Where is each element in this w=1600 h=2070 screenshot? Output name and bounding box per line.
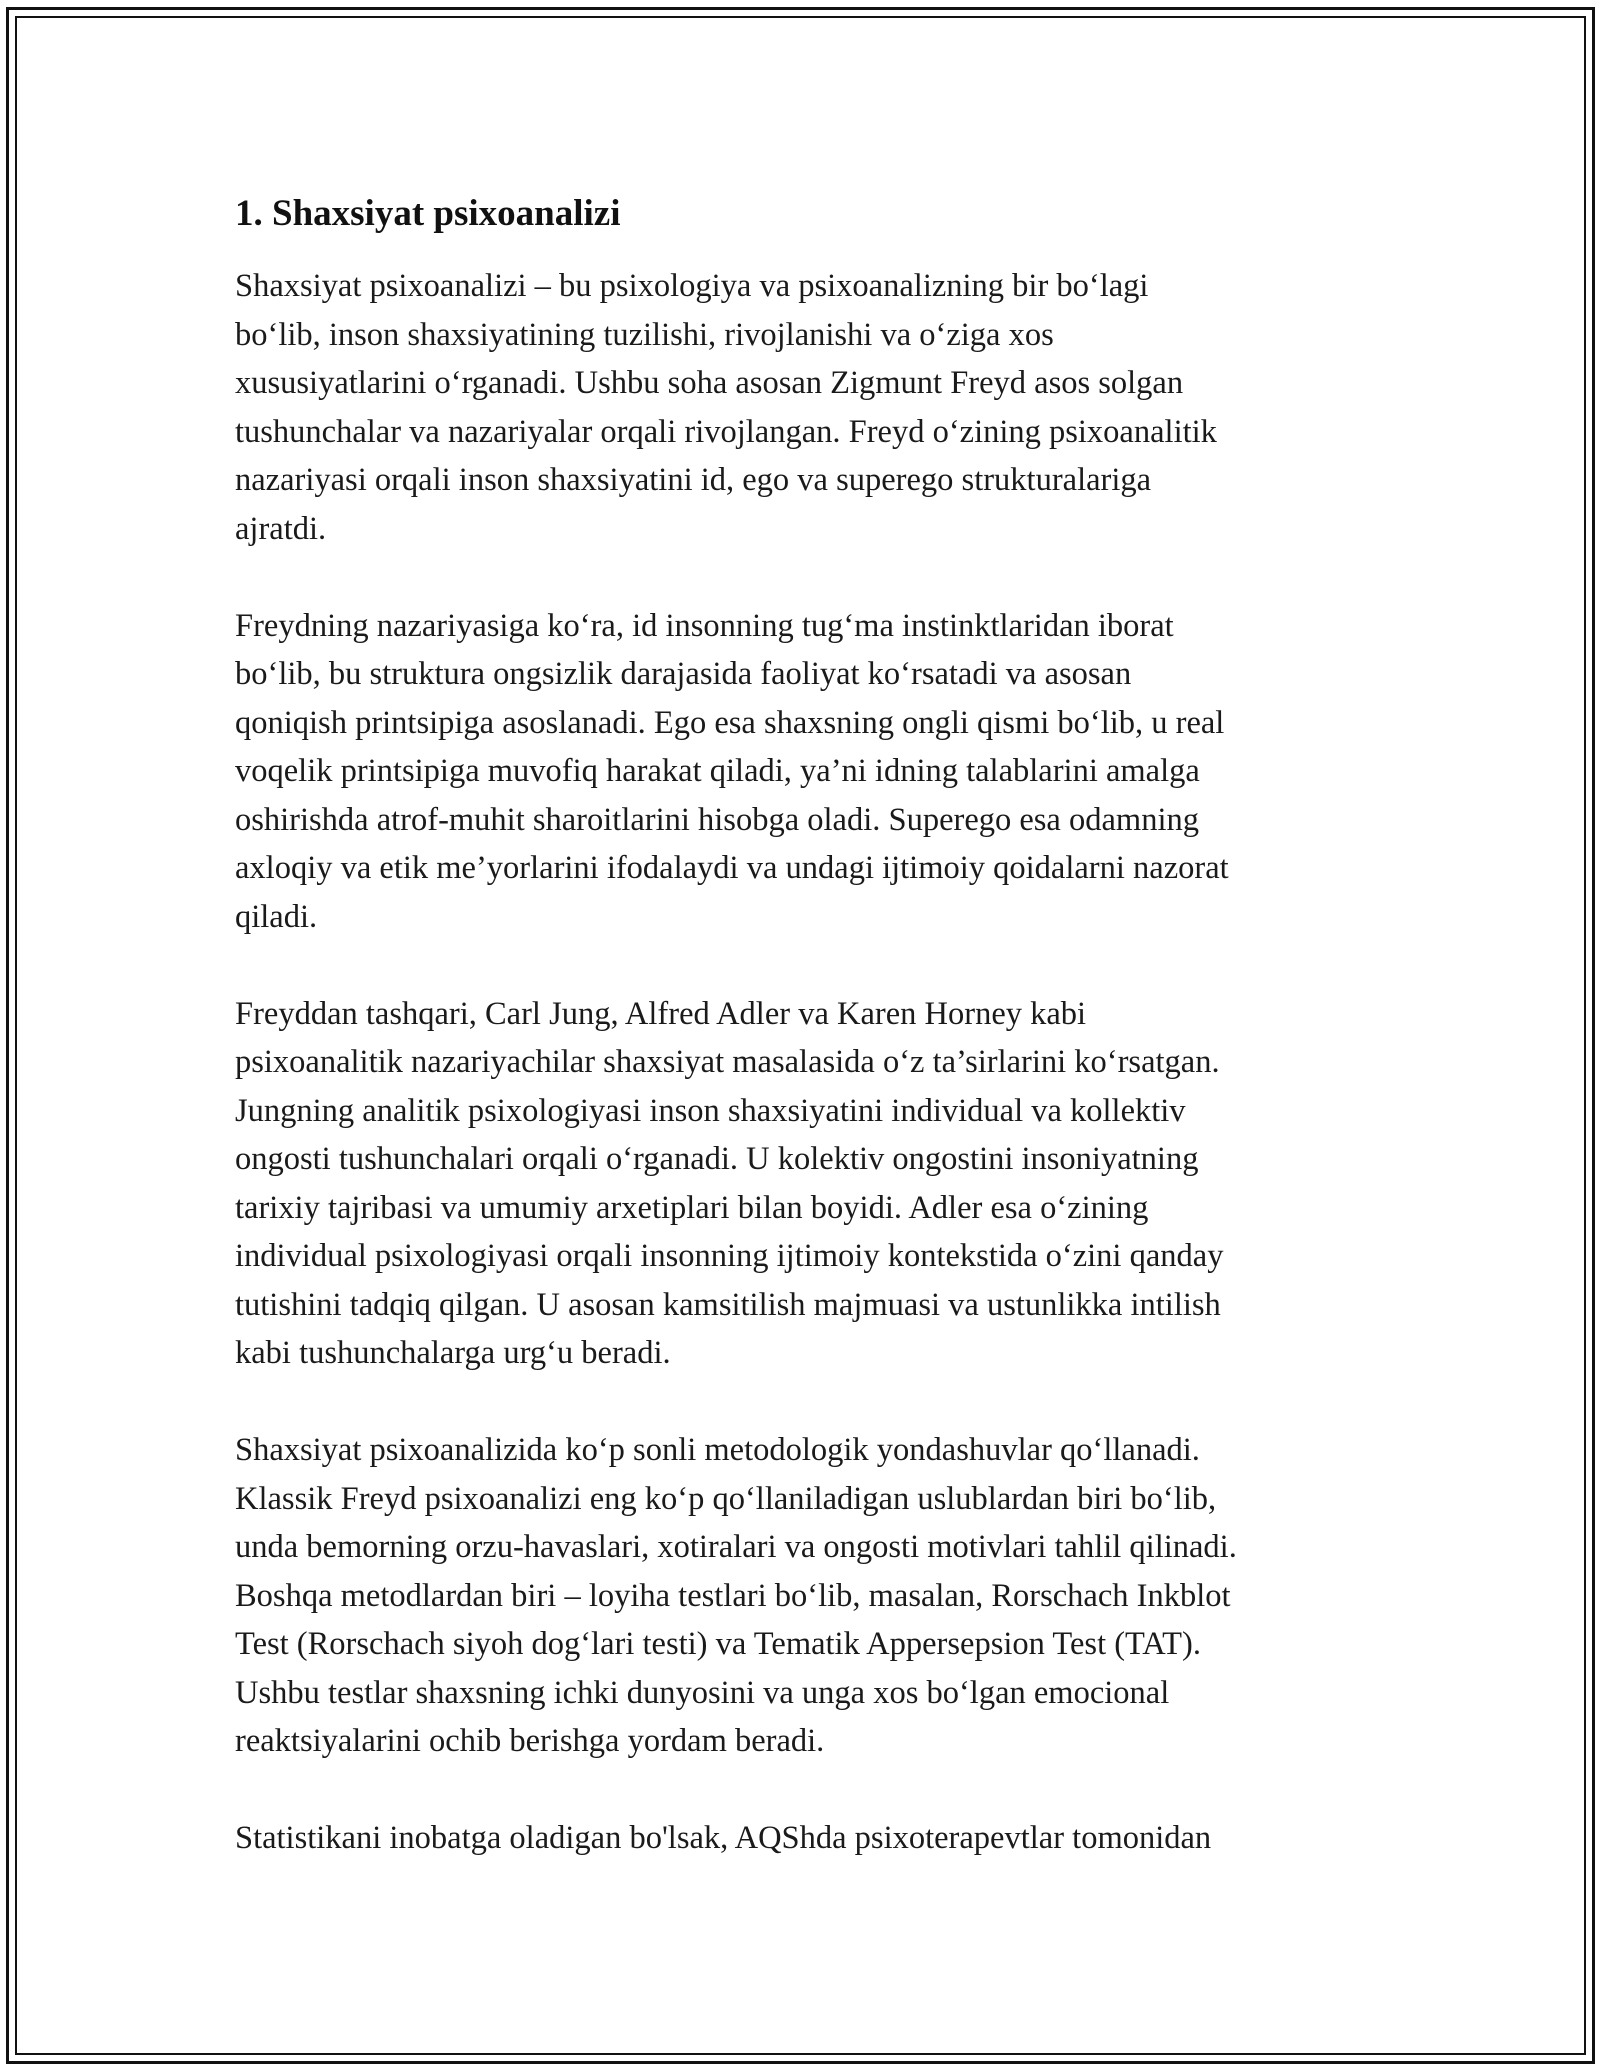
section-heading: 1. Shaxsiyat psixoanalizi — [235, 193, 621, 234]
text-line: tarixiy tajribasi va umumiy arxetiplari bilan boyidi. Adler esa o‘zining — [235, 1189, 1149, 1226]
text-line: Test (Rorschach siyoh dog‘lari testi) va Tematik Appersepsion Test (TAT). — [235, 1626, 1201, 1662]
text-line: xususiyatlarini o‘rganadi. Ushbu soha asosan Zigmunt Freyd asos solgan — [235, 365, 1184, 401]
paragraph-methods — [235, 1426, 1385, 1766]
text-line: Freydning nazariyasiga ko‘ra, id insonning tug‘ma instinktlaridan iborat — [235, 607, 1174, 644]
text-line: tutishini tadqiq qilgan. U asosan kamsitilish majmuasi va ustunlikka intilish — [235, 1286, 1221, 1323]
document-body — [235, 190, 1385, 1911]
text-line: nazariyasi orqali inson shaxsiyatini id, ego va superego strukturalariga — [235, 462, 1152, 498]
text-line: ongosti tushunchalari orqali o‘rganadi. U kolektiv ongostini insoniyatning — [235, 1141, 1199, 1177]
text-line: voqelik printsipiga muvofiq harakat qiladi, ya’ni idning talablarini amalga — [235, 753, 1200, 789]
text-line: Freyddan tashqari, Carl Jung, Alfred Adler va Karen Horney kabi — [235, 995, 1087, 1032]
paragraph-other-theorists — [235, 990, 1385, 1378]
text-line: bo‘lib, bu struktura ongsizlik darajasida faoliyat ko‘rsatadi va asosan — [235, 656, 1132, 692]
text-line: individual psixologiyasi orqali insonning ijtimoiy kontekstida o‘zini qanday — [235, 1238, 1224, 1274]
text-line: kabi tushunchalarga urg‘u beradi. — [235, 1335, 671, 1371]
text-line: psixoanalitik nazariyachilar shaxsiyat masalasida o‘z ta’sirlarini ko‘rsatgan. — [235, 1044, 1220, 1080]
text-line: axloqiy va etik me’yorlarini ifodalaydi va undagi ijtimoiy qoidalarni nazorat — [235, 850, 1229, 886]
paragraph-freud-structure — [235, 602, 1385, 942]
text-line: Boshqa metodlardan biri – loyiha testlari bo‘lib, masalan, Rorschach Inkblot — [235, 1577, 1231, 1614]
text-line: Jungning analitik psixologiyasi inson shaxsiyatini individual va kollektiv — [235, 1092, 1186, 1129]
text-line: oshirishda atrof-muhit sharoitlarini hisobga oladi. Superego esa odamning — [235, 801, 1199, 838]
text-line: Shaxsiyat psixoanalizida ko‘p sonli metodologik yondashuvlar qo‘llanadi. — [235, 1432, 1200, 1468]
text-line: Shaxsiyat psixoanalizi – bu psixologiya va psixoanalizning bir bo‘lagi — [235, 268, 1149, 304]
text-line: reaktsiyalarini ochib berishga yordam beradi. — [235, 1723, 825, 1759]
text-line: unda bemorning orzu-havaslari, xotiralari va ongosti motivlari tahlil qilinadi. — [235, 1529, 1237, 1565]
paragraph-intro — [235, 262, 1385, 553]
text-line: tushunchalar va nazariyalar orqali rivojlangan. Freyd o‘zining psixoanalitik — [235, 413, 1217, 450]
text-line: ajratdi. — [235, 510, 327, 547]
text-line: qiladi. — [235, 898, 318, 935]
text-line: Statistikani inobatga oladigan bo'lsak, AQShda psixoterapevtlar tomonidan — [235, 1820, 1212, 1856]
paragraph-statistics — [235, 1814, 1385, 1863]
text-line: Ushbu testlar shaxsning ichki dunyosini va unga xos bo‘lgan emocional — [235, 1674, 1170, 1711]
text-line: Klassik Freyd psixoanalizi eng ko‘p qo‘llaniladigan uslublardan biri bo‘lib, — [235, 1480, 1217, 1517]
text-line: qoniqish printsipiga asoslanadi. Ego esa shaxsning ongli qismi bo‘lib, u real — [235, 704, 1225, 741]
text-line: bo‘lib, inson shaxsiyatining tuzilishi, rivojlanishi va o‘ziga xos — [235, 316, 1054, 353]
